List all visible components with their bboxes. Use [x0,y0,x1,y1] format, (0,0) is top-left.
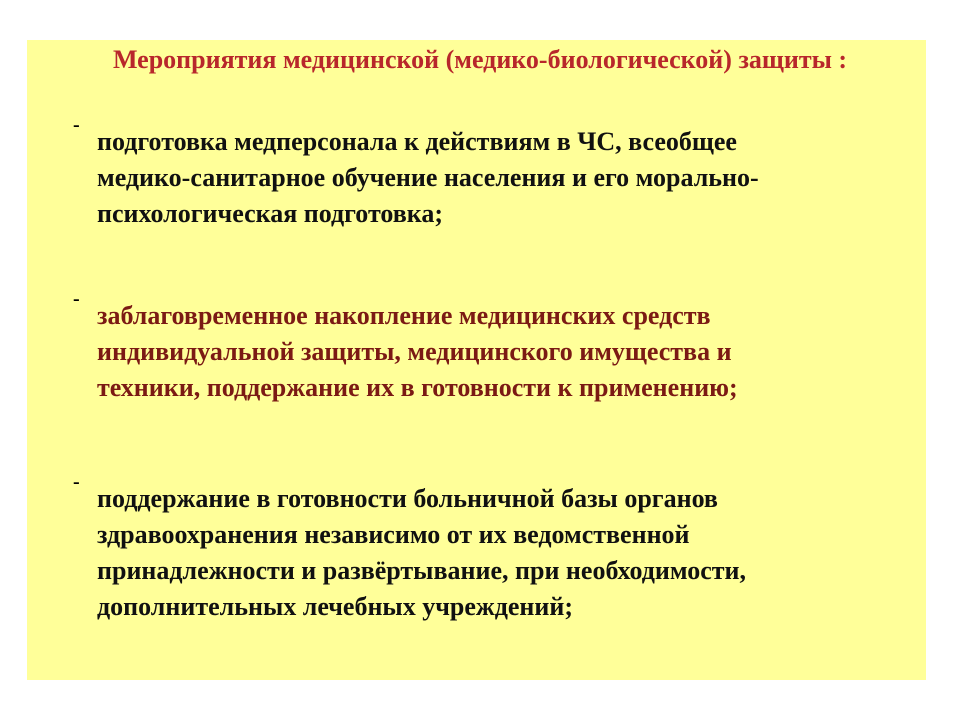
bullet-line: принадлежности и развёртывание, при необходимости, [97,556,747,585]
bullet-text-2 [97,298,917,406]
bullet-dash-marker: - [73,471,80,493]
bullet-dash-marker: - [73,114,80,136]
bullet-line: индивидуальной защиты, медицинского имущества и [97,337,732,366]
bullet-line: подготовка медперсонала к действиям в ЧС, всеобщее [97,127,737,156]
bullet-text-3 [97,481,917,625]
bullet-line: здравоохранения независимо от их ведомственной [97,520,690,549]
bullet-line: заблаговременное накопление медицинских средств [97,301,711,330]
bullet-line: поддержание в готовности больничной базы органов [97,484,718,513]
bullet-line: дополнительных лечебных учреждений; [97,592,574,621]
bullet-dash-marker: - [73,288,80,310]
bullet-line: техники, поддержание их в готовности к применению; [97,373,738,402]
bullet-text-1 [97,124,917,232]
bullet-line: медико-санитарное обучение населения и его морально- [97,163,759,192]
bullet-line: психологическая подготовка; [97,199,444,228]
slide-title: Мероприятия медицинской (медико-биологической) защиты : [112,45,848,74]
